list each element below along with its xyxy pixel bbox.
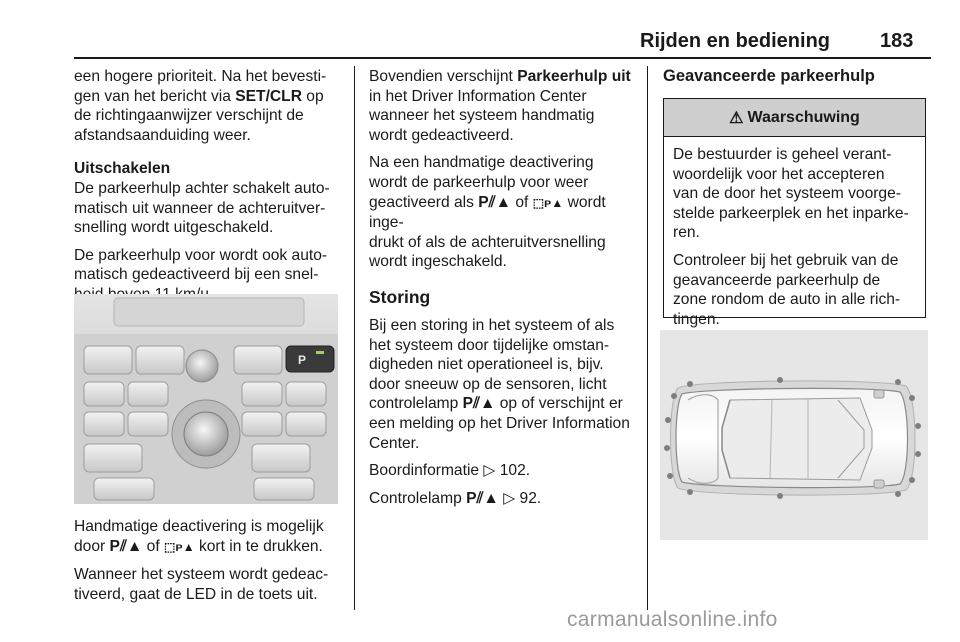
watermark: carmanualsonline.info xyxy=(567,608,778,631)
column-1-bottom xyxy=(74,517,349,612)
paragraph-front-off: De parkeerhulp voor wordt ook auto- matisch gedeactiveerd bij een snel- xyxy=(74,246,328,284)
svg-text:P: P xyxy=(298,353,307,367)
park-assist-icon: P⫽▲ xyxy=(109,537,143,555)
paragraph-rear-off: De parkeerhulp achter schakelt auto- matisch uit wanneer de achteruitver- snelling wordt uitgeschakeld. xyxy=(74,179,330,237)
paragraph-reactivation: Na een handmatige deactivering wordt de parkeerhulp voor weer geactiveerd als P⫽▲ of ⬚ᴘ▲ wordt inge- drukt of als de achteruitversnelling wordt ingeschakeld. xyxy=(369,154,606,271)
warning-paragraph-responsibility: De bestuurder is geheel verant- woordelijk voor het accepteren van de door het systeem voorge- stelde parkeerplek en het inparke- ren. xyxy=(673,146,909,242)
reference-arrow-icon: ▷ xyxy=(503,489,516,507)
warning-header xyxy=(664,99,925,137)
heading-storing: Storing xyxy=(369,286,431,307)
warning-paragraph-check: Controleer bij het gebruik van de geavanceerde parkeerhulp de zone rondom de auto in alle rich- tingen. xyxy=(673,251,901,328)
paragraph-priority: een hogere prioriteit. Na het bevesti- gen van het bericht via SET/CLR op de richtingaanwijzer verschijnt de afstandsaanduiding weer. xyxy=(74,68,327,144)
paragraph-led-off: Wanneer het systeem wordt gedeac- tiveerd, gaat de LED in de toets uit. xyxy=(74,566,329,603)
column-1 xyxy=(74,67,344,313)
reference-boordinformatie: Boordinformatie ▷ 102. xyxy=(369,462,531,480)
warning-box xyxy=(663,98,926,328)
set-clr-label: SET/CLR xyxy=(235,87,302,105)
page-header-title: Rijden en bediening xyxy=(640,30,831,52)
page-number: 183 xyxy=(880,30,914,52)
column-2 xyxy=(369,67,639,516)
heading-uitschakelen: Uitschakelen xyxy=(74,160,171,178)
column-divider-1 xyxy=(354,66,355,610)
advanced-park-assist-icon: ⬚ᴘ▲ xyxy=(164,539,195,554)
car-sensor-illustration xyxy=(660,330,928,540)
reference-arrow-icon: ▷ xyxy=(483,462,496,480)
warning-triangle-icon: ⚠ xyxy=(729,109,744,127)
paragraph-parkeerhulp-uit: Bovendien verschijnt Parkeerhulp uit in het Driver Information Center wanneer het systeem handmatig wordt gedeactiveerd. xyxy=(369,68,631,144)
paragraph-fault: Bij een storing in het systeem of als het systeem door tijdelijke omstan- digheden niet operationeel is, bijv. door sneeuw op de sensoren, licht controlelamp P⫽▲ op of verschijnt er een melding op het Driver Information Center. xyxy=(369,316,630,452)
header-rule xyxy=(74,57,931,59)
heading-geavanceerde-parkeerhulp: Geavanceerde parkeerhulp xyxy=(663,67,875,85)
console-buttons-photo xyxy=(74,294,338,504)
park-assist-icon: P⫽▲ xyxy=(462,395,496,413)
park-assist-icon: P⫽▲ xyxy=(478,193,512,211)
advanced-park-assist-icon: ⬚ᴘ▲ xyxy=(532,195,564,210)
park-assist-icon: P⫽▲ xyxy=(466,489,499,507)
reference-controlelamp: Controlelamp P⫽▲ ▷ 92. xyxy=(369,489,542,507)
warning-title: Waarschuwing xyxy=(747,108,860,126)
column-divider-2 xyxy=(647,66,648,610)
paragraph-manual-deactivation: Handmatige deactivering is mogelijk door P⫽▲ of ⬚ᴘ▲ kort in te drukken. xyxy=(74,518,324,555)
